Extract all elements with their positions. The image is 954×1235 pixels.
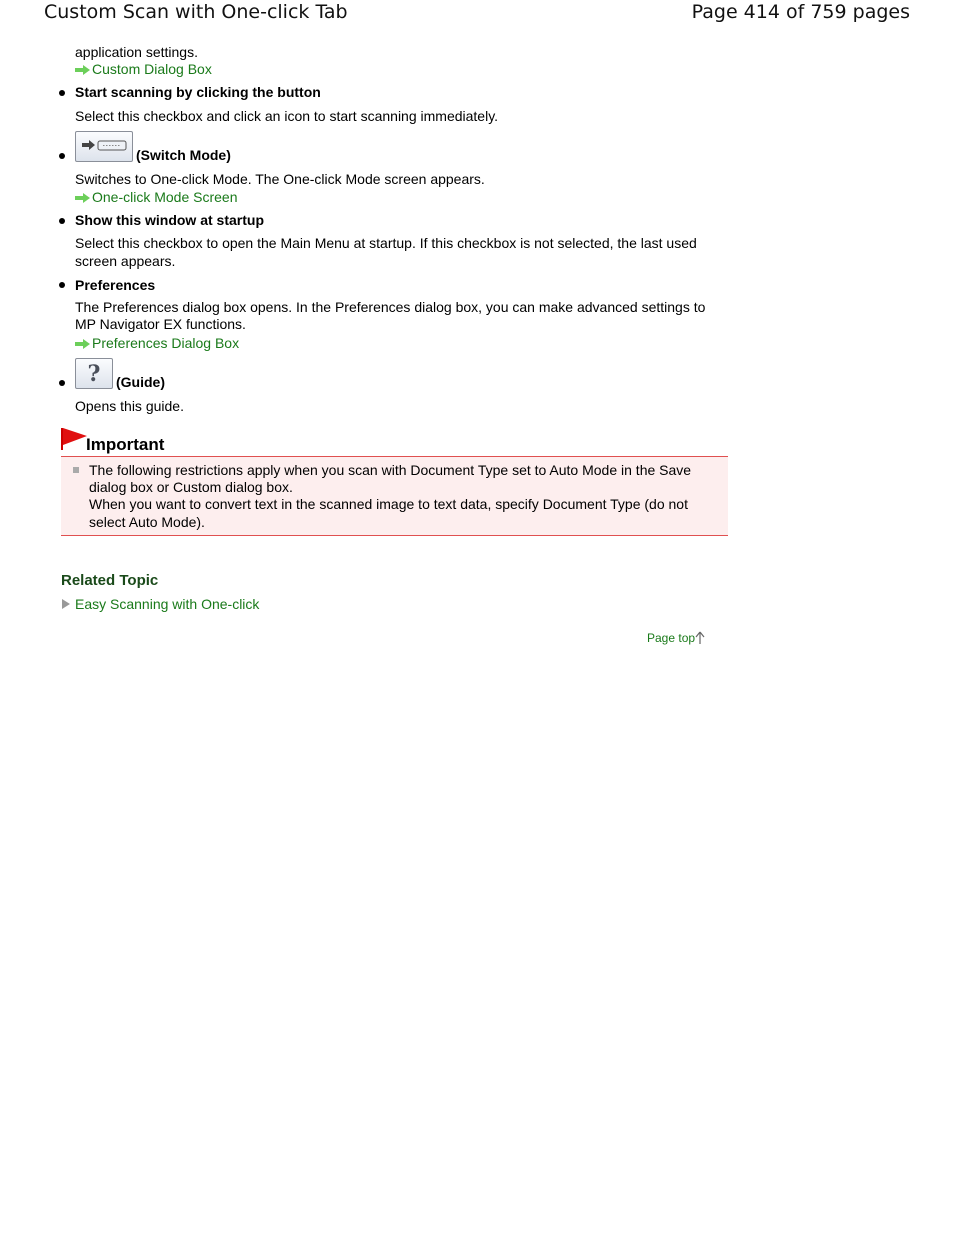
preferences-dialog-box-link-label: Preferences Dialog Box xyxy=(92,335,240,351)
square-bullet xyxy=(73,467,79,473)
important-line3: When you want to convert text in the scanned image to text data, specify Document Type (do not xyxy=(89,496,688,512)
easy-scanning-link[interactable] xyxy=(61,596,259,613)
easy-scanning-link-label: Easy Scanning with One-click xyxy=(75,596,260,612)
custom-dialog-box-link[interactable] xyxy=(75,61,212,78)
preferences-desc-line2: MP Navigator EX functions. xyxy=(75,316,246,332)
arrow-right-icon xyxy=(75,193,90,203)
triangle-right-icon xyxy=(61,598,71,610)
bullet xyxy=(59,90,65,96)
page-top-link[interactable] xyxy=(647,631,705,646)
preferences-title: Preferences xyxy=(75,277,156,293)
important-line1: The following restrictions apply when you scan with Document Type set to Auto Mode in the Save xyxy=(89,462,692,478)
guide-title: (Guide) xyxy=(116,374,165,390)
important-line4: select Auto Mode). xyxy=(89,514,205,530)
switch-mode-desc: Switches to One-click Mode. The One-click Mode screen appears. xyxy=(75,171,485,187)
page-top-label: Page top xyxy=(647,631,696,645)
preferences-desc-line1: The Preferences dialog box opens. In the Preferences dialog box, you can make advanced settings to xyxy=(75,299,706,315)
switch-mode-title: (Switch Mode) xyxy=(136,147,231,163)
custom-dialog-box-link-label: Custom Dialog Box xyxy=(92,61,212,77)
important-heading: Important xyxy=(86,435,165,454)
bullet xyxy=(59,380,65,386)
guide-icon xyxy=(75,358,113,389)
show-window-desc-line1: Select this checkbox to open the Main Menu at startup. If this checkbox is not selected, the last used xyxy=(75,235,697,251)
bullet xyxy=(59,153,65,159)
arrow-right-icon xyxy=(75,339,90,349)
related-topic-title: Related Topic xyxy=(61,572,159,589)
one-click-mode-screen-link[interactable] xyxy=(75,189,238,206)
start-scanning-title: Start scanning by clicking the button xyxy=(75,84,321,100)
svg-text:?: ? xyxy=(87,361,101,387)
arrow-right-icon xyxy=(75,65,90,75)
question-mark-glyph xyxy=(76,359,112,388)
show-window-desc-line2: screen appears. xyxy=(75,253,176,269)
start-scanning-desc: Select this checkbox and click an icon to start scanning immediately. xyxy=(75,108,499,124)
intro-text: application settings. xyxy=(75,44,198,60)
important-line2: dialog box or Custom dialog box. xyxy=(89,479,293,495)
important-box xyxy=(61,456,728,536)
flag-icon xyxy=(61,428,87,450)
switch-mode-icon xyxy=(75,131,133,162)
preferences-dialog-box-link[interactable] xyxy=(75,335,239,352)
show-window-title: Show this window at startup xyxy=(75,212,264,228)
page-count: Page 414 of 759 pages xyxy=(691,1,910,23)
guide-desc: Opens this guide. xyxy=(75,398,184,414)
page-title: Custom Scan with One-click Tab xyxy=(44,1,348,23)
bullet xyxy=(59,218,65,224)
switch-mode-glyph xyxy=(76,132,132,161)
arrow-up-icon xyxy=(695,631,705,645)
one-click-mode-screen-link-label: One-click Mode Screen xyxy=(92,189,238,205)
bullet xyxy=(59,282,65,288)
